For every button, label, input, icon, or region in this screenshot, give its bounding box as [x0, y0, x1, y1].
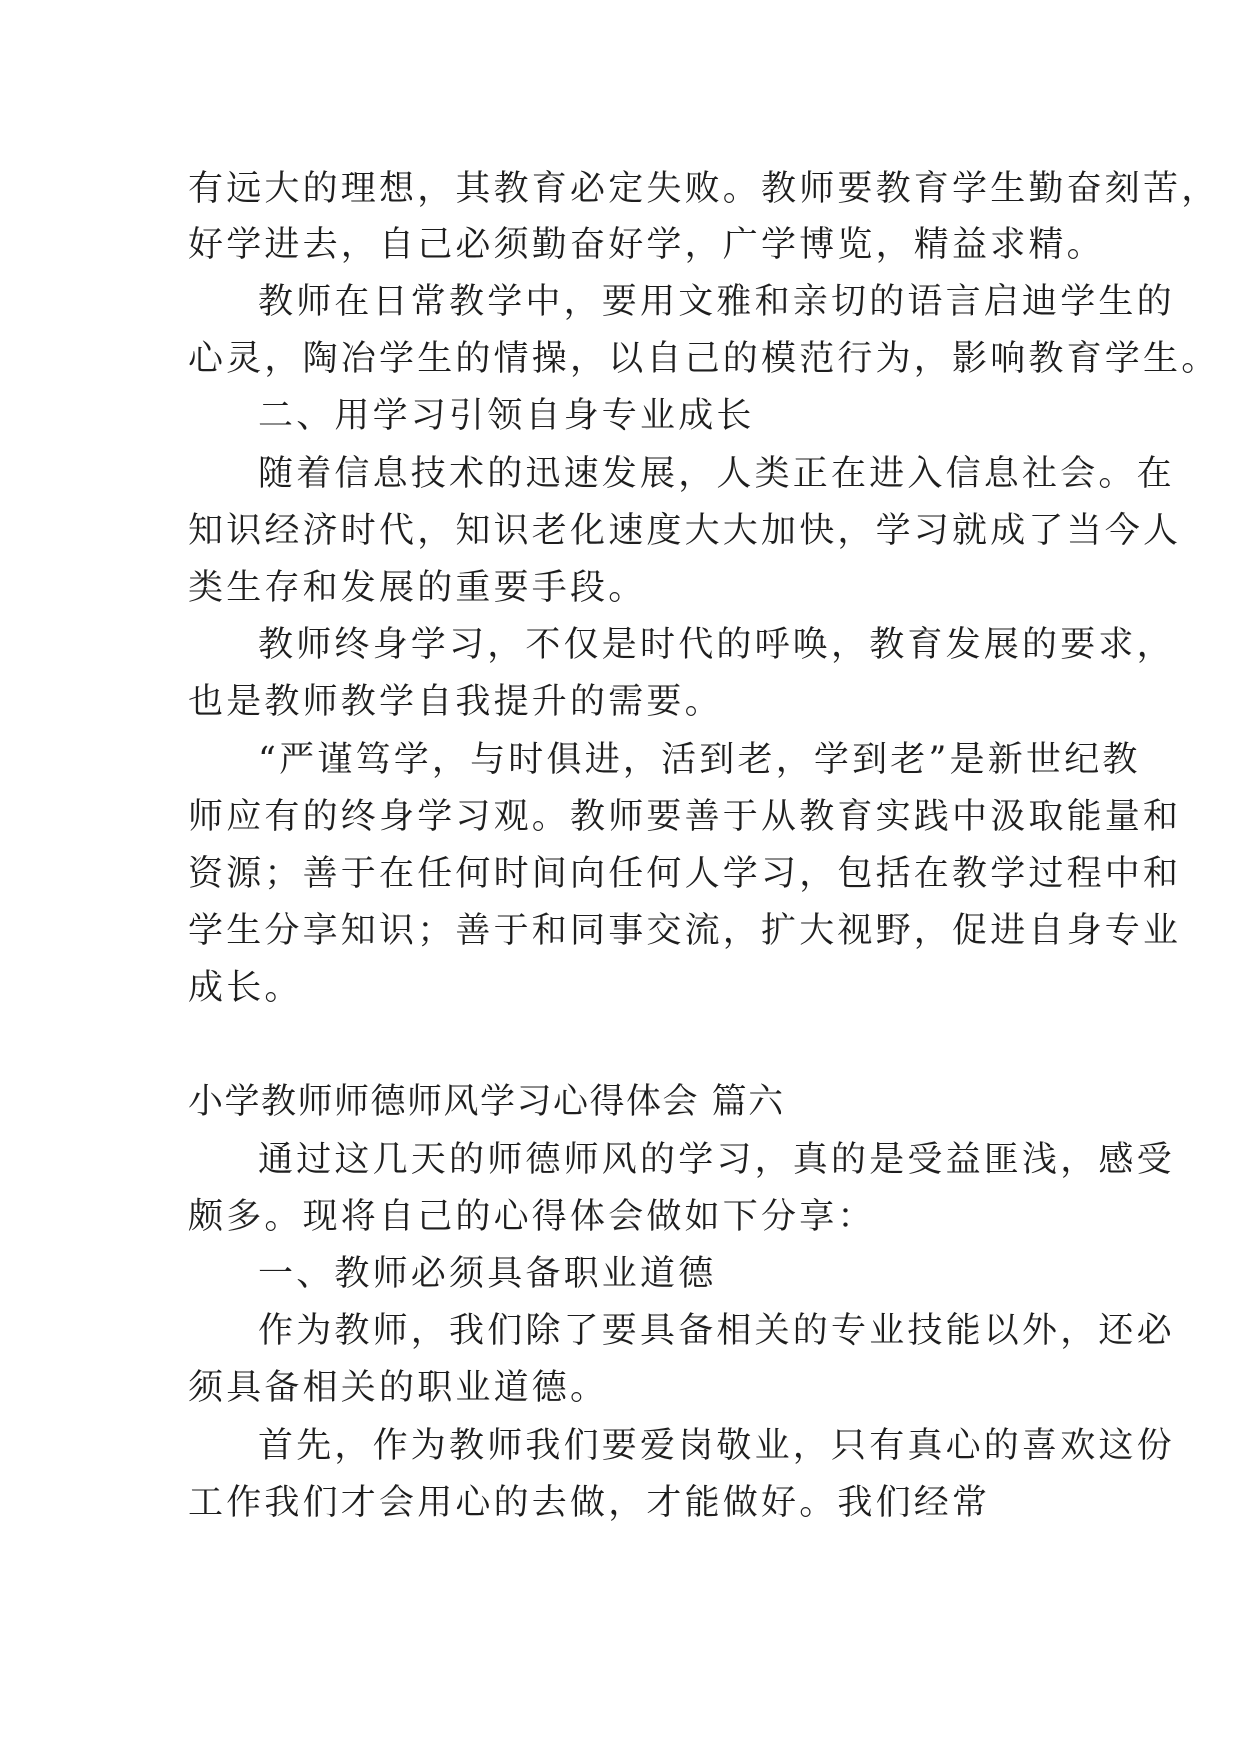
section-heading: 一、教师必须具备职业道德 [258, 1254, 717, 1294]
paragraph-line: 通过这几天的师德师风的学习，真的是受益匪浅，感受 [258, 1140, 1175, 1180]
paragraph-line: “严谨笃学，与时俱进，活到老，学到老”是新世纪教 [258, 740, 1141, 780]
paragraph-line: 首先，作为教师我们要爱岗敬业，只有真心的喜欢这份 [258, 1426, 1175, 1466]
paragraph-line: 好学进去，自己必须勤奋好学，广学博览，精益求精。 [188, 225, 1105, 265]
paragraph-line: 也是教师教学自我提升的需要。 [188, 682, 723, 722]
paragraph-line: 颇多。现将自己的心得体会做如下分享： [188, 1197, 876, 1237]
paragraph-line: 成长。 [188, 968, 303, 1008]
paragraph-line: 教师在日常教学中，要用文雅和亲切的语言启迪学生的 [258, 282, 1175, 322]
paragraph-line: 类生存和发展的重要手段。 [188, 568, 647, 608]
paragraph-line: 资源；善于在任何时间向任何人学习，包括在教学过程中和 [188, 854, 1182, 894]
paragraph-line: 教师终身学习，不仅是时代的呼唤，教育发展的要求， [258, 625, 1175, 665]
paragraph-line: 工作我们才会用心的去做，才能做好。我们经常 [188, 1483, 991, 1523]
section-heading: 二、用学习引领自身专业成长 [258, 396, 755, 436]
paragraph-line: 作为教师，我们除了要具备相关的专业技能以外，还必 [258, 1311, 1175, 1351]
article-title: 小学教师师德师风学习心得体会 篇六 [188, 1082, 785, 1122]
paragraph-line: 心灵，陶冶学生的情操，以自己的模范行为，影响教育学生。 [188, 339, 1220, 379]
paragraph-line: 师应有的终身学习观。教师要善于从教育实践中汲取能量和 [188, 797, 1182, 837]
paragraph-line: 随着信息技术的迅速发展，人类正在进入信息社会。在 [258, 454, 1175, 494]
paragraph-line: 有远大的理想，其教育必定失败。教师要教育学生勤奋刻苦， [188, 169, 1220, 209]
paragraph-line: 须具备相关的职业道德。 [188, 1368, 609, 1408]
paragraph-line: 知识经济时代，知识老化速度大大加快，学习就成了当今人 [188, 511, 1182, 551]
paragraph-line: 学生分享知识；善于和同事交流，扩大视野，促进自身专业 [188, 911, 1182, 951]
